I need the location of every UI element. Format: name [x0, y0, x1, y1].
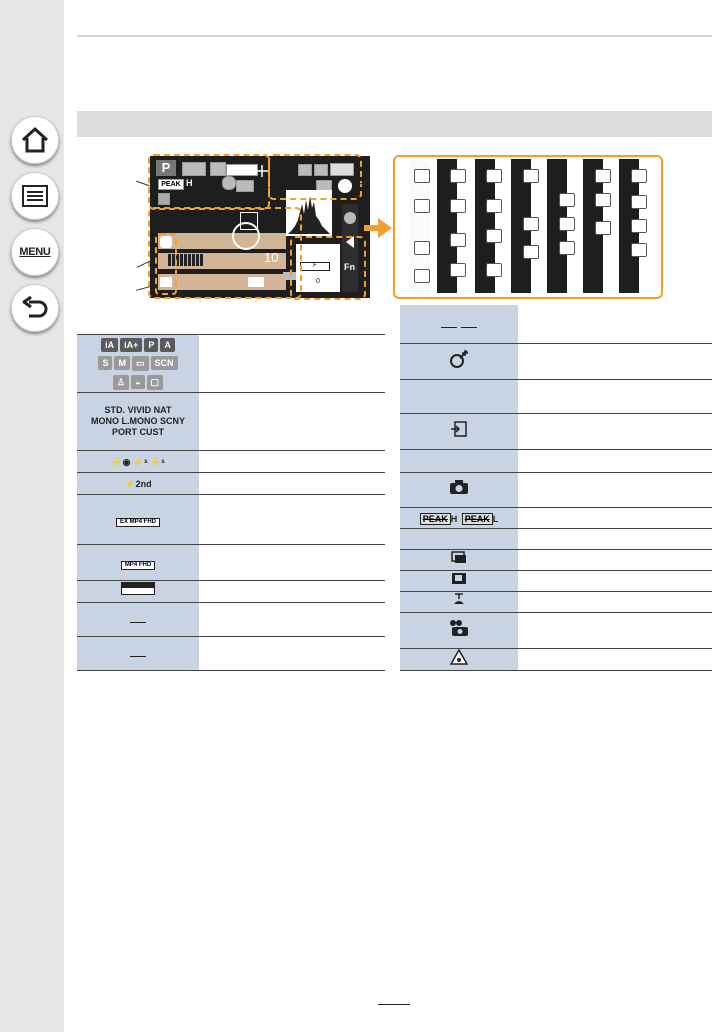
- camera-description: [519, 472, 713, 507]
- panorama-icon: ▭: [132, 356, 149, 371]
- table-row: [400, 305, 712, 343]
- custom-icon: ▢: [147, 375, 164, 390]
- creative-control-description: [519, 343, 713, 379]
- list-icon: [21, 184, 49, 208]
- table-row: [400, 472, 712, 507]
- recording-mode-icon: P: [156, 160, 176, 176]
- touch-shutter-icon: [414, 199, 430, 213]
- tab-icon-6b: [595, 193, 611, 207]
- empty-description-2: [519, 449, 713, 472]
- fhd-label-2: FHD: [138, 562, 152, 568]
- table-row: [400, 549, 712, 570]
- flash-cell: [77, 450, 200, 472]
- crop-cell: [400, 570, 519, 591]
- empty-icon-cell: [400, 379, 519, 413]
- ia-plus-icon: iA+: [120, 338, 142, 352]
- table-row: [400, 413, 712, 449]
- table-row: [77, 636, 385, 670]
- table-row: [77, 472, 385, 494]
- contents-button[interactable]: [11, 172, 59, 220]
- blank-box-icon: [130, 612, 146, 623]
- flash-description: [200, 450, 386, 472]
- left-icon-table: [77, 335, 385, 671]
- movie-format-description: [200, 544, 386, 580]
- peaking-description: [519, 507, 713, 528]
- tab-icon-4c: [523, 245, 539, 259]
- style-std-icon: STD.: [104, 404, 126, 415]
- scn-icon: SCN: [151, 356, 178, 370]
- a-mode-icon: A: [160, 338, 175, 352]
- tab-icon-7c: [631, 219, 647, 233]
- table-row: [400, 612, 712, 648]
- blank-description-1: [200, 602, 386, 636]
- table-row: [77, 580, 385, 602]
- peaking-h-badge: PEAK: [420, 513, 451, 525]
- tab-icon-6a: [595, 169, 611, 183]
- peaking-l-badge: PEAK: [462, 513, 493, 525]
- empty-icon-cell-2: [400, 449, 519, 472]
- p-mode-icon: P: [144, 338, 158, 352]
- m-mode-icon: M: [114, 356, 130, 370]
- warning-cell: [400, 648, 519, 670]
- table-row: [77, 494, 385, 544]
- section-banner: [77, 111, 712, 137]
- table-row: [400, 507, 712, 528]
- creative-control-icon: [448, 348, 470, 370]
- warning-triangle-icon: [450, 649, 468, 665]
- mode-icons-cell: [77, 335, 200, 392]
- fhd-label: FHD: [143, 519, 157, 525]
- exposure-zero: 0: [316, 278, 320, 285]
- photo-style-icons: [77, 405, 199, 438]
- flash-mode-icons: ⚡◉ ⚡ˢ ⚡ˢ: [111, 457, 165, 467]
- table-row: [400, 648, 712, 670]
- menu-button[interactable]: [11, 228, 59, 276]
- blank-description-2: [200, 636, 386, 670]
- right-icon-table: [400, 305, 712, 671]
- table-row: [77, 544, 385, 580]
- tab-icon-5b: [559, 217, 575, 231]
- style-scny-icon: SCNY: [160, 415, 186, 426]
- movie-camera-description: [519, 612, 713, 648]
- table-row: [77, 602, 385, 636]
- panel-bottom-right: [290, 236, 366, 300]
- back-button[interactable]: [11, 284, 59, 332]
- table-row: [400, 591, 712, 612]
- creative-icon: ◒: [131, 375, 144, 389]
- tab-icon-4b: [523, 217, 539, 231]
- empty-description: [519, 379, 713, 413]
- tab-icon-4a: [523, 169, 539, 183]
- blank-pair-description: [519, 305, 713, 343]
- touch-zoom-icon: [414, 169, 430, 183]
- movie-ex-icon: [116, 518, 160, 527]
- blank-cell-2: [77, 636, 200, 670]
- table-row: [400, 343, 712, 379]
- table-row: [77, 335, 385, 392]
- style-port-icon: PORT: [111, 426, 137, 437]
- movie-ex-cell: [77, 494, 200, 544]
- flash-2nd-icon: ⚡2nd: [124, 479, 152, 489]
- peaking-tab-icon: [414, 269, 430, 283]
- warning-description: [519, 648, 713, 670]
- input-description: [519, 413, 713, 449]
- photo-style-description: [200, 392, 386, 450]
- style-cust-icon: CUST: [139, 426, 165, 437]
- s-mode-icon: S: [98, 356, 112, 370]
- tab-icon-2a: [450, 169, 466, 183]
- fn-label: Fn: [344, 262, 355, 272]
- header-divider: [77, 35, 712, 37]
- table-row: [400, 379, 712, 413]
- blank-cell-1: [77, 602, 200, 636]
- level-cell: [400, 591, 519, 612]
- empty-description-3: [519, 528, 713, 549]
- movie-camera-cell: [400, 612, 519, 648]
- ex-label: EX: [119, 519, 128, 525]
- tab-icon-2d: [450, 263, 466, 277]
- movie-format-cell: [77, 544, 200, 580]
- tab-icon-7b: [631, 195, 647, 209]
- camera-icon: [449, 479, 469, 495]
- tab-icon-7d: [631, 243, 647, 257]
- style-lmono-icon: L.MONO: [121, 415, 158, 426]
- tab-icon-7a: [631, 169, 647, 183]
- blank-box-b: [461, 317, 477, 328]
- panel-top-right: [268, 154, 362, 200]
- table-row: [400, 528, 712, 549]
- input-cell: [400, 413, 519, 449]
- wifi-icon: [486, 169, 502, 183]
- input-icon: [450, 420, 468, 438]
- home-button[interactable]: [11, 116, 59, 164]
- movie-format-icon: [121, 561, 155, 570]
- tab-icon-5c: [559, 241, 575, 255]
- tab-icon-5a: [559, 193, 575, 207]
- peaking-l-label: L: [492, 513, 499, 524]
- child-icon: ♙: [113, 375, 129, 390]
- blank-pair-cell: [400, 305, 519, 343]
- creative-control-cell: [400, 343, 519, 379]
- second-curtain-cell: [77, 472, 200, 494]
- menu-label: MENU: [19, 246, 51, 258]
- crop-zoom-icon: [451, 572, 467, 585]
- mp4-label-2: MP4: [124, 562, 138, 568]
- touch-tab-panel: [393, 155, 663, 299]
- blank-box-a: [441, 317, 457, 328]
- style-mono-icon: MONO: [90, 415, 119, 426]
- peaking-h-label: H: [450, 513, 458, 524]
- peaking-badge: PEAK: [158, 179, 184, 190]
- photo-style-cell: [77, 392, 200, 450]
- blank-box-icon-2: [130, 646, 146, 657]
- picture-size-icon: [121, 582, 155, 595]
- overlay-description: [519, 549, 713, 570]
- touch-ae-icon: [414, 241, 430, 255]
- page-number-line: [378, 1004, 410, 1005]
- movie-photo-icon: [448, 619, 470, 637]
- picture-size-cell: [77, 580, 200, 602]
- tab-icon-2c: [450, 233, 466, 247]
- table-row: [77, 392, 385, 450]
- picture-size-description: [200, 580, 386, 602]
- level-description: [519, 591, 713, 612]
- second-curtain-description: [200, 472, 386, 494]
- empty-icon-cell-3: [400, 528, 519, 549]
- crop-description: [519, 570, 713, 591]
- touch-tab-icon: [344, 212, 356, 224]
- style-vivid-icon: VIVID: [127, 404, 152, 415]
- tab-icon-3d: [486, 263, 502, 277]
- panel-top-left: [148, 154, 270, 210]
- panel-audio: [155, 233, 177, 295]
- tab-icon-3b: [486, 199, 502, 213]
- arrow-right-icon: [364, 218, 392, 238]
- movie-ex-description: [200, 494, 386, 544]
- peaking-level: H: [186, 178, 193, 188]
- peaking-cell: [400, 507, 519, 528]
- home-icon: [20, 126, 50, 154]
- aperture-box: F: [300, 262, 330, 271]
- table-row: [400, 449, 712, 472]
- table-row: [77, 450, 385, 472]
- sidebar: [0, 0, 64, 1032]
- mp4-label: MP4: [129, 519, 142, 525]
- overlay-icon: [451, 551, 467, 564]
- tab-icon-3c: [486, 229, 502, 243]
- ia-icon: iA: [101, 338, 118, 352]
- focus-value: 10: [264, 250, 279, 265]
- overlay-cell: [400, 549, 519, 570]
- flash-2nd-label: 2nd: [135, 479, 152, 489]
- level-icon: [452, 592, 466, 606]
- return-arrow-icon: [21, 296, 49, 320]
- camera-cell: [400, 472, 519, 507]
- style-nat-icon: NAT: [153, 404, 172, 415]
- tab-icon-6c: [595, 221, 611, 235]
- mode-description: [200, 335, 386, 392]
- table-row: [400, 570, 712, 591]
- tab-icon-2b: [450, 199, 466, 213]
